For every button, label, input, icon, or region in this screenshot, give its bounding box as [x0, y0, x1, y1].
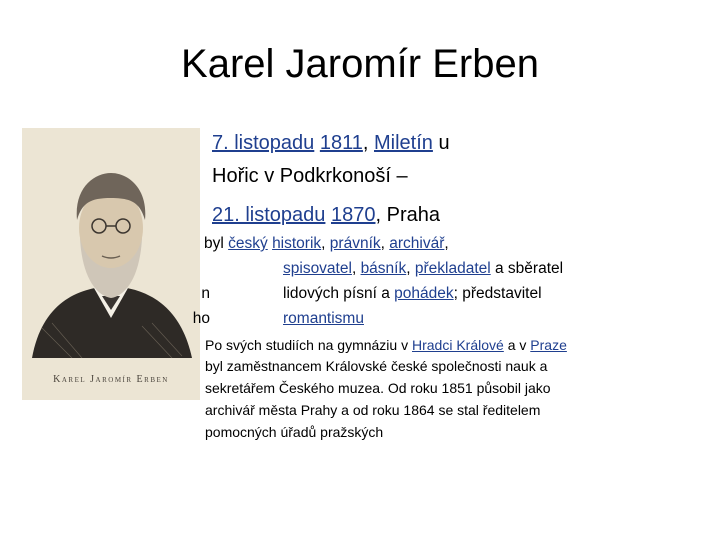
link-pohadek[interactable]: pohádek: [394, 285, 454, 302]
page-title: Karel Jaromír Erben: [181, 42, 539, 86]
bio-text: Po svých studiích na gymnáziu v: [205, 337, 412, 353]
bio-line-5: pomocných úřadů pražských: [205, 424, 384, 440]
link-cesky[interactable]: český: [228, 235, 268, 252]
comma: ,: [406, 260, 415, 277]
description-line-2: [283, 259, 563, 279]
bio-line-1: [205, 335, 567, 355]
comma: ,: [444, 235, 449, 252]
birth-separator: ,: [362, 132, 369, 154]
death-place: , Praha: [375, 204, 440, 226]
bio-line-4: archivář města Prahy a od roku 1864 se stal ředitelem: [205, 402, 541, 418]
birth-year-link[interactable]: 1811: [319, 132, 363, 154]
death-day-link[interactable]: 21. listopadu: [212, 204, 326, 226]
comma: ,: [351, 260, 361, 277]
description-line-3: [283, 284, 542, 304]
birth-day-link[interactable]: 7. listopadu: [212, 132, 315, 154]
birth-line-2: Hořic v Podkrkonoší –: [212, 165, 408, 187]
death-line: [212, 202, 440, 228]
text-sberatel: a sběratel: [490, 260, 564, 277]
portrait-caption: Karel Jaromír Erben: [53, 374, 169, 385]
birth-place-link[interactable]: Miletín: [374, 132, 433, 154]
text-predstavitel: ; představitel: [453, 285, 542, 302]
clipped-fragment-2: ho: [192, 310, 210, 327]
link-romantismu[interactable]: romantismu: [283, 310, 364, 327]
bio-line-3: sekretářem Českého muzea. Od roku 1851 působil jako: [205, 380, 551, 396]
link-basnik[interactable]: básník: [360, 260, 407, 277]
description-line-4: [283, 309, 364, 329]
bio-text: a v: [503, 337, 531, 353]
portrait-image: [22, 128, 200, 400]
clipped-fragment-1: n: [201, 285, 210, 302]
link-archivar[interactable]: archivář: [389, 235, 445, 252]
birth-after-place: u: [432, 132, 450, 154]
description-line-1: [204, 234, 449, 254]
comma: ,: [321, 235, 330, 252]
portrait-engraving: [22, 128, 200, 400]
link-hradec-kralove[interactable]: Hradci Králové: [412, 337, 504, 353]
link-historik[interactable]: historik: [272, 235, 322, 252]
birth-line: [212, 130, 450, 156]
bio-line-2: byl zaměstnancem Královské české společnosti nauk a: [205, 358, 548, 374]
link-prekladatel[interactable]: překladatel: [414, 260, 491, 277]
link-pravnik[interactable]: právník: [329, 235, 381, 252]
comma: ,: [380, 235, 390, 252]
link-praha[interactable]: Praze: [530, 337, 567, 353]
link-spisovatel[interactable]: spisovatel: [283, 260, 352, 277]
text-lidovych: lidových písní a: [283, 285, 395, 302]
text-byl: byl: [204, 235, 229, 252]
death-year-link[interactable]: 1870: [330, 204, 376, 226]
